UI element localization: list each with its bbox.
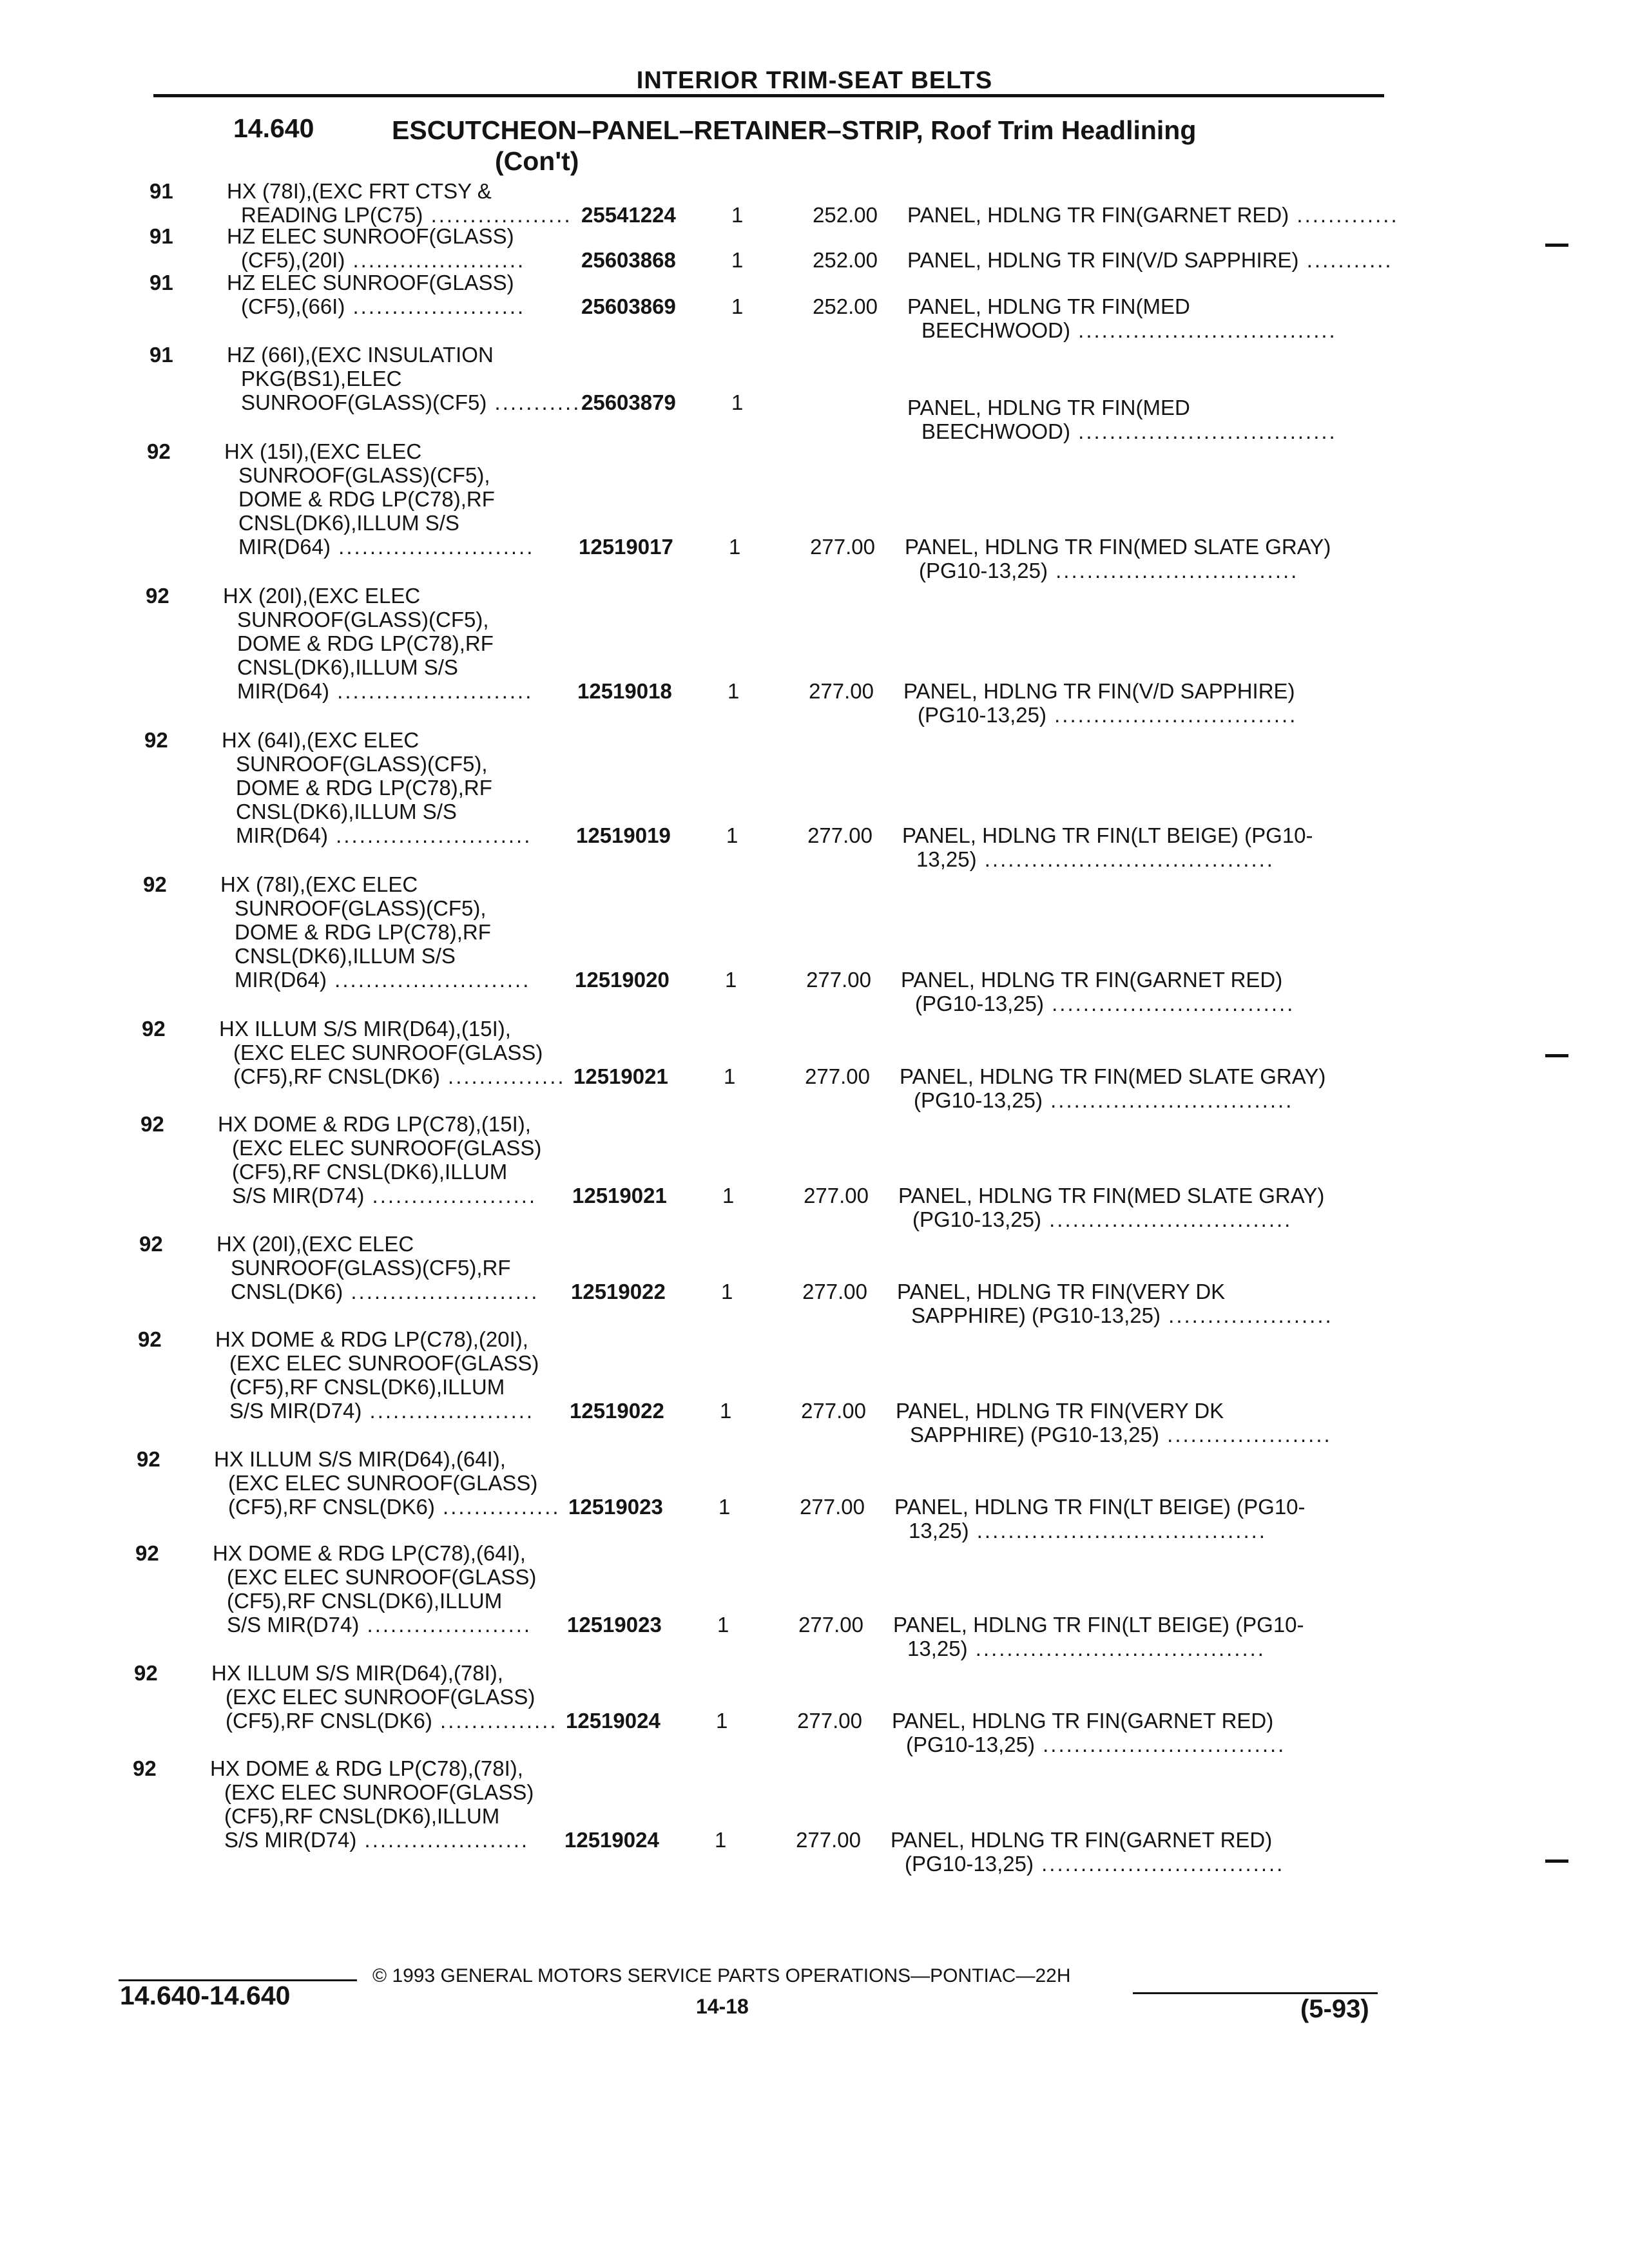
quantity: 1	[724, 1064, 736, 1088]
footer-date: (5-93)	[1300, 1995, 1369, 2023]
price: 277.00	[810, 535, 875, 559]
usage-line: HX DOME & RDG LP(C78),(20I),	[215, 1327, 528, 1351]
leader-dots: ..................	[423, 203, 572, 227]
part-name	[900, 1064, 1389, 1112]
usage-line: (EXC ELEC SUNROOF(GLASS)	[232, 1136, 542, 1160]
price: 277.00	[796, 1828, 861, 1852]
part-name-line: PANEL, HDLNG TR FIN(MED	[907, 294, 1190, 318]
part-number: 12519022	[570, 1399, 664, 1423]
price: 252.00	[813, 248, 878, 272]
usage-line: (CF5),RF CNSL(DK6) ...............	[233, 1064, 566, 1088]
leader-dots: ..............	[487, 390, 604, 414]
part-number: 25603879	[581, 390, 676, 414]
item-number: 92	[142, 1017, 166, 1041]
part-name-line: 13,25) .....................................	[909, 1519, 1267, 1542]
list-item	[0, 872, 1623, 1014]
part-number: 12519020	[575, 968, 670, 992]
part-name	[896, 1399, 1385, 1446]
part-name-line: SAPPHIRE) (PG10-13,25) .....................	[911, 1303, 1333, 1327]
usage-description	[227, 224, 588, 272]
leader-dots: ...............................	[1041, 1207, 1293, 1231]
quantity: 1	[718, 1495, 731, 1519]
item-number: 92	[137, 1447, 160, 1471]
usage-line: SUNROOF(GLASS)(CF5) ..............	[241, 390, 604, 414]
margin-mark	[1545, 244, 1568, 247]
usage-line: HX (20I),(EXC ELEC	[223, 584, 421, 608]
list-item	[0, 439, 1626, 581]
quantity: 1	[717, 1613, 729, 1637]
leader-dots: .....................	[361, 1399, 535, 1423]
part-number: 12519018	[577, 679, 672, 703]
part-name	[891, 1828, 1380, 1876]
leader-dots: .........................	[327, 968, 531, 992]
usage-line: (EXC ELEC SUNROOF(GLASS)	[224, 1780, 534, 1804]
usage-line: (CF5),RF CNSL(DK6),ILLUM	[229, 1375, 505, 1399]
price: 252.00	[813, 294, 878, 318]
item-number: 91	[149, 271, 173, 294]
part-name-line: PANEL, HDLNG TR FIN(GARNET RED)	[892, 1709, 1274, 1733]
quantity: 1	[721, 1280, 733, 1303]
usage-line: SUNROOF(GLASS)(CF5),	[237, 608, 489, 631]
usage-line: MIR(D64) .........................	[236, 823, 532, 847]
usage-line: SUNROOF(GLASS)(CF5),	[236, 752, 488, 776]
leader-dots: .....................	[1159, 1423, 1332, 1446]
part-number: 12519022	[571, 1280, 666, 1303]
part-name-line: (PG10-13,25) ...............................	[918, 703, 1298, 727]
usage-line: SUNROOF(GLASS)(CF5),RF	[231, 1256, 511, 1280]
section-title-text: ESCUTCHEON–PANEL–RETAINER–STRIP, Roof Trim Headlining	[392, 115, 1197, 145]
price: 277.00	[806, 968, 871, 992]
quantity: 1	[715, 1828, 727, 1852]
usage-line: (EXC ELEC SUNROOF(GLASS)	[227, 1565, 537, 1589]
footer-page-number: 14-18	[696, 1995, 749, 2018]
part-name-line: PANEL, HDLNG TR FIN(LT BEIGE) (PG10-	[893, 1613, 1304, 1637]
usage-line: S/S MIR(D74) .....................	[224, 1828, 530, 1852]
usage-line: HX (15I),(EXC ELEC	[224, 439, 422, 463]
part-name	[907, 294, 1397, 342]
part-name-line: PANEL, HDLNG TR FIN(VERY DK	[897, 1280, 1226, 1303]
part-number: 25603869	[581, 294, 676, 318]
usage-line: HZ ELEC SUNROOF(GLASS)	[227, 271, 514, 294]
part-name-line: 13,25) .....................................	[916, 847, 1275, 871]
usage-line: S/S MIR(D74) .....................	[232, 1184, 537, 1207]
usage-line: HX DOME & RDG LP(C78),(78I),	[210, 1756, 523, 1780]
item-number: 91	[149, 179, 173, 203]
part-name-line: PANEL, HDLNG TR FIN(GARNET RED) .............	[907, 203, 1399, 227]
part-name	[905, 535, 1394, 582]
leader-dots: ...............................	[1034, 1733, 1286, 1756]
price: 277.00	[797, 1709, 862, 1733]
part-name	[893, 1613, 1383, 1660]
usage-description	[217, 1232, 577, 1303]
list-item	[0, 584, 1625, 726]
item-number: 92	[139, 1232, 163, 1256]
price: 277.00	[805, 1064, 870, 1088]
leader-dots: ...............................	[1033, 1852, 1285, 1876]
usage-line: (CF5),RF CNSL(DK6),ILLUM	[224, 1804, 500, 1828]
leader-dots: ...............................	[1047, 559, 1299, 582]
quantity: 1	[726, 823, 738, 847]
usage-line: READING LP(C75) ..................	[241, 203, 572, 227]
quantity: 1	[731, 248, 744, 272]
usage-line: SUNROOF(GLASS)(CF5),	[235, 896, 487, 920]
part-number: 25603868	[581, 248, 676, 272]
usage-line: CNSL(DK6),ILLUM S/S	[236, 800, 457, 823]
quantity: 1	[731, 203, 744, 227]
leader-dots: ...............	[432, 1709, 558, 1733]
usage-line: (CF5),(20I) ......................	[241, 248, 526, 272]
item-number: 91	[149, 343, 173, 367]
usage-line: PKG(BS1),ELEC	[241, 367, 402, 390]
part-number: 12519017	[579, 535, 673, 559]
part-name-line: PANEL, HDLNG TR FIN(V/D SAPPHIRE) ...........	[907, 248, 1393, 272]
price: 277.00	[809, 679, 874, 703]
part-name-line: PANEL, HDLNG TR FIN(LT BEIGE) (PG10-	[894, 1495, 1306, 1519]
usage-line: DOME & RDG LP(C78),RF	[238, 487, 495, 511]
item-number: 91	[149, 224, 173, 248]
usage-line: (EXC ELEC SUNROOF(GLASS)	[226, 1685, 535, 1709]
leader-dots: .....................	[359, 1613, 532, 1637]
leader-dots: ...........	[1298, 248, 1393, 272]
part-name-line: (PG10-13,25) ...............................	[919, 559, 1299, 582]
usage-line: CNSL(DK6),ILLUM S/S	[235, 944, 456, 968]
footer-section-range: 14.640-14.640	[120, 1981, 291, 2010]
usage-line: S/S MIR(D74) .....................	[229, 1399, 535, 1423]
quantity: 1	[716, 1709, 728, 1733]
leader-dots: ...............	[439, 1064, 566, 1088]
leader-dots: .....................................	[969, 1519, 1267, 1542]
part-name	[901, 968, 1391, 1015]
usage-description	[210, 1756, 571, 1852]
usage-line: HX ILLUM S/S MIR(D64),(64I),	[214, 1447, 506, 1471]
usage-description	[213, 1541, 574, 1637]
usage-line: HX DOME & RDG LP(C78),(64I),	[213, 1541, 526, 1565]
part-name-line: BEECHWOOD) .................................	[921, 318, 1337, 342]
usage-line: (CF5),RF CNSL(DK6),ILLUM	[232, 1160, 508, 1184]
part-number: 12519024	[566, 1709, 660, 1733]
price: 277.00	[798, 1613, 863, 1637]
part-number: 12519019	[576, 823, 671, 847]
part-name-line: (PG10-13,25) ...............................	[906, 1733, 1286, 1756]
item-number: 92	[143, 872, 167, 896]
usage-line: DOME & RDG LP(C78),RF	[236, 776, 492, 800]
leader-dots: ...............................	[1046, 703, 1298, 727]
quantity: 1	[729, 535, 741, 559]
usage-line: MIR(D64) .........................	[237, 679, 534, 703]
price: 277.00	[807, 823, 872, 847]
part-name-line: PANEL, HDLNG TR FIN(MED SLATE GRAY)	[900, 1064, 1326, 1088]
usage-line: (CF5),RF CNSL(DK6) ...............	[228, 1495, 561, 1519]
part-name-line: (PG10-13,25) ...............................	[905, 1852, 1285, 1876]
price: 277.00	[804, 1184, 869, 1207]
footer-copyright: © 1993 GENERAL MOTORS SERVICE PARTS OPERATIONS—PONTIAC—22H	[372, 1965, 1071, 1986]
leader-dots: ...............	[434, 1495, 561, 1519]
price: 277.00	[801, 1399, 866, 1423]
part-number: 12519021	[572, 1184, 667, 1207]
leader-dots: ...............................	[1042, 1088, 1294, 1112]
usage-line: HZ (66I),(EXC INSULATION	[227, 343, 494, 367]
leader-dots: .........................	[331, 535, 535, 559]
part-name	[907, 203, 1397, 227]
usage-line: (EXC ELEC SUNROOF(GLASS)	[228, 1471, 538, 1495]
usage-line: (EXC ELEC SUNROOF(GLASS)	[233, 1041, 543, 1064]
usage-description	[222, 728, 583, 847]
leader-dots: ........................	[343, 1280, 539, 1303]
part-name-line: PANEL, HDLNG TR FIN(GARNET RED)	[901, 968, 1283, 992]
leader-dots: ...............................	[1043, 992, 1295, 1015]
part-name-line: BEECHWOOD) .................................	[921, 419, 1337, 443]
leader-dots: .................................	[1070, 419, 1337, 443]
usage-line: DOME & RDG LP(C78),RF	[235, 920, 491, 944]
item-number: 92	[133, 1756, 157, 1780]
usage-description	[220, 872, 581, 992]
usage-line: (EXC ELEC SUNROOF(GLASS)	[229, 1351, 539, 1375]
usage-description	[215, 1327, 576, 1423]
part-name-line: (PG10-13,25) ...............................	[912, 1207, 1293, 1231]
quantity: 1	[720, 1399, 732, 1423]
quantity: 1	[731, 390, 744, 414]
leader-dots: .........................	[329, 679, 534, 703]
part-number: 25541224	[581, 203, 676, 227]
leader-dots: ......................	[345, 248, 526, 272]
part-number: 12519023	[568, 1495, 663, 1519]
usage-line: DOME & RDG LP(C78),RF	[237, 631, 494, 655]
item-number: 92	[144, 728, 168, 752]
item-number: 92	[138, 1327, 162, 1351]
part-name-line: PANEL, HDLNG TR FIN(LT BEIGE) (PG10-	[902, 823, 1313, 847]
leader-dots: .........................	[328, 823, 532, 847]
usage-line: HX (64I),(EXC ELEC	[222, 728, 419, 752]
usage-description	[219, 1017, 580, 1088]
page-header-title: INTERIOR TRIM-SEAT BELTS	[636, 67, 993, 94]
item-number: 92	[146, 584, 169, 608]
quantity: 1	[722, 1184, 735, 1207]
usage-line: MIR(D64) .........................	[238, 535, 535, 559]
usage-description	[227, 343, 604, 414]
usage-line: HX (78I),(EXC ELEC	[220, 872, 418, 896]
part-number: 12519023	[567, 1613, 662, 1637]
usage-line: HX (20I),(EXC ELEC	[217, 1232, 414, 1256]
part-name-line: SAPPHIRE) (PG10-13,25) .....................	[910, 1423, 1332, 1446]
part-name-line: (PG10-13,25) ...............................	[914, 1088, 1294, 1112]
price: 252.00	[813, 203, 878, 227]
section-number: 14.640	[233, 113, 314, 143]
margin-mark	[1545, 1054, 1568, 1057]
usage-line: HX ILLUM S/S MIR(D64),(15I),	[219, 1017, 511, 1041]
usage-line: HZ ELEC SUNROOF(GLASS)	[227, 224, 514, 248]
section-title	[392, 115, 1487, 177]
usage-description	[218, 1112, 579, 1207]
part-name-line: PANEL, HDLNG TR FIN(VERY DK	[896, 1399, 1224, 1423]
usage-description	[227, 271, 588, 318]
leader-dots: .............	[1289, 203, 1399, 227]
part-name	[897, 1280, 1387, 1327]
section-continued: (Con't)	[495, 146, 579, 176]
item-number: 92	[134, 1661, 158, 1685]
item-number: 92	[140, 1112, 164, 1136]
usage-line: SUNROOF(GLASS)(CF5),	[238, 463, 490, 487]
part-name-line: PANEL, HDLNG TR FIN(MED SLATE GRAY)	[898, 1184, 1325, 1207]
usage-description	[227, 179, 588, 227]
part-name	[903, 679, 1393, 727]
part-name	[907, 396, 1397, 443]
usage-line: HX ILLUM S/S MIR(D64),(78I),	[211, 1661, 503, 1685]
part-name-line: 13,25) .....................................	[907, 1637, 1266, 1660]
usage-line: (CF5),(66I) ......................	[241, 294, 526, 318]
usage-line: (CF5),RF CNSL(DK6) ...............	[226, 1709, 558, 1733]
item-number: 92	[147, 439, 171, 463]
part-name	[892, 1709, 1382, 1756]
part-number: 12519024	[564, 1828, 659, 1852]
part-name-line: PANEL, HDLNG TR FIN(GARNET RED)	[891, 1828, 1273, 1852]
part-name-line: PANEL, HDLNG TR FIN(MED SLATE GRAY)	[905, 535, 1331, 559]
usage-description	[214, 1447, 575, 1519]
part-name-line: PANEL, HDLNG TR FIN(MED	[907, 396, 1190, 419]
quantity: 1	[731, 294, 744, 318]
price: 277.00	[802, 1280, 867, 1303]
usage-line: CNSL(DK6) ........................	[231, 1280, 539, 1303]
list-item	[0, 728, 1624, 870]
item-number: 92	[135, 1541, 159, 1565]
part-name	[898, 1184, 1388, 1231]
usage-line: MIR(D64) .........................	[235, 968, 531, 992]
leader-dots: .................................	[1070, 318, 1337, 342]
leader-dots: .....................	[1160, 1303, 1333, 1327]
usage-description	[223, 584, 584, 703]
usage-line: HX (78I),(EXC FRT CTSY &	[227, 179, 492, 203]
leader-dots: .....................	[364, 1184, 537, 1207]
part-number: 12519021	[574, 1064, 668, 1088]
usage-line: CNSL(DK6),ILLUM S/S	[238, 511, 459, 535]
part-name	[894, 1495, 1384, 1542]
leader-dots: .....................................	[976, 847, 1275, 871]
list-item	[0, 1756, 1612, 1898]
part-name	[907, 248, 1397, 272]
price: 277.00	[800, 1495, 865, 1519]
part-name-line: (PG10-13,25) ...............................	[915, 992, 1295, 1015]
leader-dots: .....................	[356, 1828, 530, 1852]
leader-dots: ......................	[345, 294, 526, 318]
part-name	[902, 823, 1392, 871]
quantity: 1	[725, 968, 737, 992]
leader-dots: .....................................	[967, 1637, 1266, 1660]
usage-description	[211, 1661, 572, 1733]
usage-line: (CF5),RF CNSL(DK6),ILLUM	[227, 1589, 503, 1613]
usage-line: HX DOME & RDG LP(C78),(15I),	[218, 1112, 531, 1136]
quantity: 1	[728, 679, 740, 703]
margin-mark	[1545, 1860, 1568, 1863]
usage-line: CNSL(DK6),ILLUM S/S	[237, 655, 458, 679]
footer-rule-right	[1133, 1992, 1378, 1994]
usage-description	[224, 439, 585, 559]
usage-line: S/S MIR(D74) .....................	[227, 1613, 532, 1637]
part-name-line: PANEL, HDLNG TR FIN(V/D SAPPHIRE)	[903, 679, 1295, 703]
